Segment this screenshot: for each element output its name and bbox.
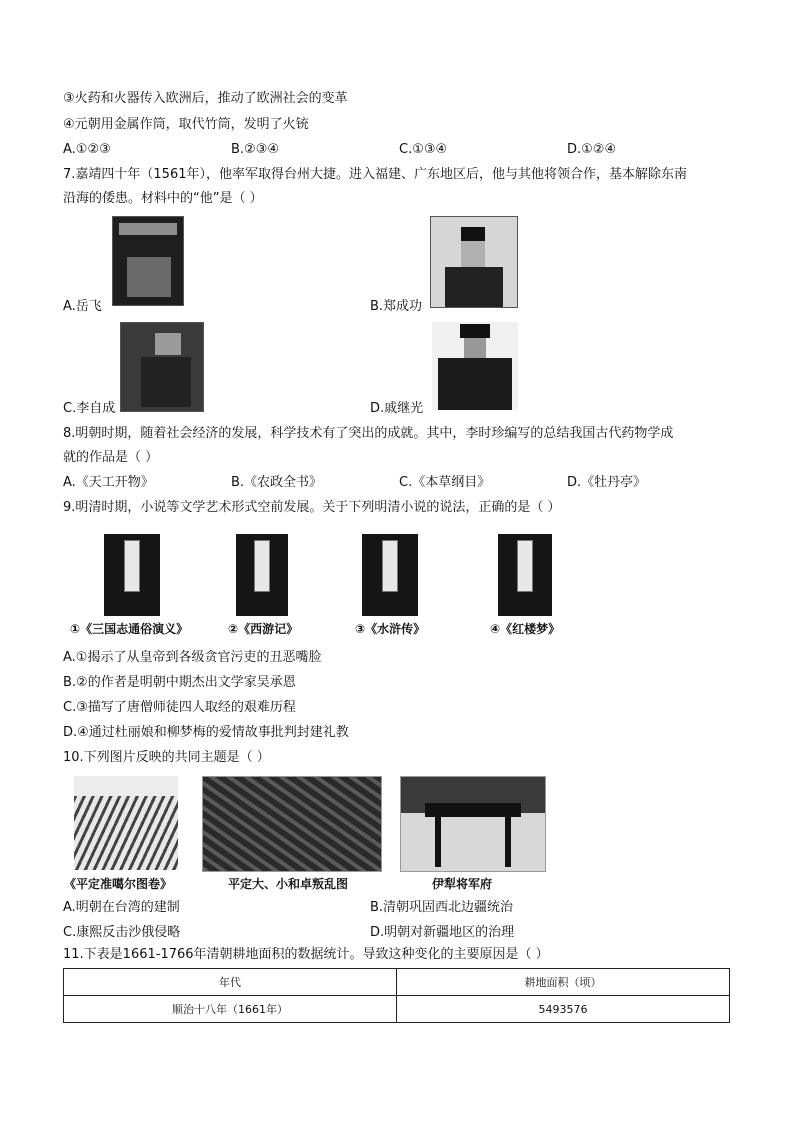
q6-option-d[interactable]: D.①②④ xyxy=(567,142,617,157)
q10-option-c[interactable]: C.康熙反击沙俄侵略 xyxy=(63,925,181,940)
book-cover-xiyouji xyxy=(236,534,288,616)
picture-caption-1: 《平定准噶尔图卷》 xyxy=(64,877,173,891)
q8-option-a[interactable]: A.《天工开物》 xyxy=(63,475,154,490)
book-caption-3: ③《水浒传》 xyxy=(355,622,426,636)
table-header-cell: 年代 xyxy=(64,969,397,996)
q8-option-c[interactable]: C.《本草纲目》 xyxy=(399,475,491,490)
q10-option-a[interactable]: A.明朝在台湾的建制 xyxy=(63,900,180,915)
q10-option-b[interactable]: B.清朝巩固西北边疆统治 xyxy=(370,900,514,915)
table-header-cell: 耕地面积（顷） xyxy=(397,969,730,996)
picture-caption-2: 平定大、小和卓叛乱图 xyxy=(228,877,349,891)
book-caption-2: ②《西游记》 xyxy=(228,622,299,636)
q10-stem: 10.下列图片反映的共同主题是（ ） xyxy=(63,750,270,765)
q11-stem: 11.下表是1661-1766年清朝耕地面积的数据统计。导致这种变化的主要原因是（ ） xyxy=(63,947,549,962)
q8-option-b[interactable]: B.《农政全书》 xyxy=(231,475,323,490)
q6-option-c[interactable]: C.①③④ xyxy=(399,142,448,157)
photo-yili-jiangjunfu xyxy=(400,776,546,872)
q7-option-d[interactable]: D.戚继光 xyxy=(370,401,424,416)
portrait-qi-jiguang xyxy=(432,322,518,410)
portrait-zheng-chenggong xyxy=(430,216,518,308)
book-caption-1: ①《三国志通俗演义》 xyxy=(70,622,189,636)
book-caption-4: ④《红楼梦》 xyxy=(490,622,561,636)
picture-caption-3: 伊犁将军府 xyxy=(432,877,493,891)
q10-option-d[interactable]: D.明朝对新疆地区的治理 xyxy=(370,925,515,940)
portrait-yue-fei xyxy=(112,216,184,306)
q7-option-c[interactable]: C.李自成 xyxy=(63,401,116,416)
q9-option-c[interactable]: C.③描写了唐僧师徒四人取经的艰难历程 xyxy=(63,700,296,715)
q8-option-d[interactable]: D.《牡丹亭》 xyxy=(567,475,647,490)
portrait-li-zicheng xyxy=(120,322,204,412)
table-cell: 顺治十八年（1661年） xyxy=(64,996,397,1023)
book-cover-honglou xyxy=(498,534,552,616)
statement-3: ③火药和火器传入欧洲后，推动了欧洲社会的变革 xyxy=(63,91,348,106)
q7-option-b[interactable]: B.郑成功 xyxy=(370,299,423,314)
q6-option-b[interactable]: B.②③④ xyxy=(231,142,280,157)
q9-option-a[interactable]: A.①揭示了从皇帝到各级贪官污吏的丑恶嘴脸 xyxy=(63,650,322,665)
table-row xyxy=(64,996,730,1023)
q7-stem-line2: 沿海的倭患。材料中的“他”是（ ） xyxy=(63,191,263,206)
painting-pingding-zhungeer xyxy=(74,776,178,870)
q7-option-a[interactable]: A.岳飞 xyxy=(63,299,102,314)
q9-stem: 9.明清时期，小说等文学艺术形式空前发展。关于下列明清小说的说法，正确的是（ ） xyxy=(63,500,561,515)
q7-stem-line1: 7.嘉靖四十年（1561年），他率军取得台州大捷。进入福建、广东地区后，他与其他将领合作，基本解除东南 xyxy=(63,167,687,182)
q6-option-a[interactable]: A.①②③ xyxy=(63,142,111,157)
painting-pingding-heizhuo xyxy=(202,776,382,872)
statement-4: ④元朝用金属作筒，取代竹筒，发明了火铳 xyxy=(63,117,309,132)
book-cover-shuihu xyxy=(362,534,418,616)
farmland-table xyxy=(63,968,730,1023)
q8-stem-line1: 8.明朝时期，随着社会经济的发展，科学技术有了突出的成就。其中，李时珍编写的总结我国古代药物学成 xyxy=(63,426,674,441)
table-header-row xyxy=(64,969,730,996)
book-cover-sanguo xyxy=(104,534,160,616)
q9-option-b[interactable]: B.②的作者是明朝中期杰出文学家吴承恩 xyxy=(63,675,296,690)
table-cell: 5493576 xyxy=(397,996,730,1023)
q8-stem-line2: 就的作品是（ ） xyxy=(63,450,159,465)
q9-option-d[interactable]: D.④通过杜丽娘和柳梦梅的爱情故事批判封建礼教 xyxy=(63,725,349,740)
